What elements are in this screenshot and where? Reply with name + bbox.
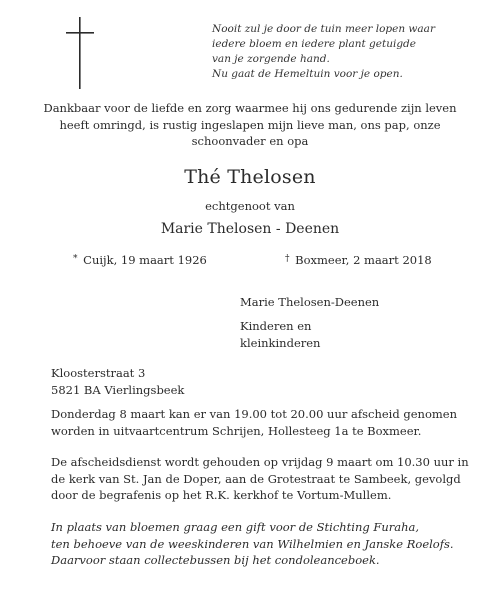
deceased-name: Thé Thelosen — [184, 166, 316, 188]
paragraph-line: ten behoeve van de weeskinderen van Wilhelmien en Janske Roelofs. — [51, 536, 454, 551]
birth-info — [73, 253, 207, 267]
spouse-name: Marie Thelosen - Deenen — [160, 221, 340, 237]
cross-icon — [66, 17, 94, 89]
birth-text: Cuijk, 19 maart 1926 — [83, 253, 207, 267]
address-street: Kloosterstraat 3 — [51, 366, 146, 380]
spouse-label: echtgenoot van — [205, 199, 295, 213]
address-postal: 5821 BA Vierlingsbeek — [51, 383, 185, 397]
poem-line: Nu gaat de Hemeltuin voor je open. — [212, 68, 403, 80]
paragraph-line: In plaats van bloemen graag een gift voor de Stichting Furaha, — [51, 520, 420, 534]
paragraph-line: Donderdag 8 maart kan er van 19.00 tot 20.00 uur afscheid genomen — [51, 407, 457, 421]
donation-paragraph — [51, 519, 476, 569]
farewell-paragraph — [51, 406, 476, 439]
birth-symbol: * — [73, 254, 78, 264]
death-text: Boxmeer, 2 maart 2018 — [295, 253, 432, 267]
service-paragraph — [51, 454, 476, 504]
signer-line: kleinkinderen — [240, 336, 321, 350]
intro-line: schoonvader en opa — [191, 134, 309, 148]
paragraph-line: worden in uitvaartcentrum Schrijen, Hollesteeg 1a te Boxmeer. — [51, 423, 422, 438]
paragraph-line: door de begrafenis op het R.K. kerkhof te Vortum-Mullem. — [51, 488, 392, 502]
intro-text — [40, 100, 460, 150]
signer-spouse: Marie Thelosen-Deenen — [240, 295, 380, 309]
signer-line: Kinderen en — [240, 319, 312, 333]
poem-line: iedere bloem en iedere plant getuigde — [212, 38, 416, 50]
poem-line: Nooit zul je door de tuin meer lopen waar — [212, 23, 435, 35]
death-symbol: † — [285, 254, 290, 264]
intro-line: Dankbaar voor de liefde en zorg waarmee hij ons gedurende zijn leven — [43, 101, 457, 115]
correspondence-address — [51, 365, 184, 399]
paragraph-line: de kerk van St. Jan de Doper, aan de Grotestraat te Sambeek, gevolgd — [51, 471, 461, 486]
poem-line: van je zorgende hand. — [212, 53, 330, 65]
paragraph-line: Daarvoor staan collectebussen bij het condoleanceboek. — [51, 553, 380, 567]
poem — [212, 22, 435, 82]
signer-family — [240, 318, 320, 352]
intro-line: heeft omringd, is rustig ingeslapen mijn lieve man, ons pap, onze — [59, 117, 441, 132]
death-info — [285, 253, 432, 267]
paragraph-line: De afscheidsdienst wordt gehouden op vrijdag 9 maart om 10.30 uur in — [51, 455, 469, 469]
